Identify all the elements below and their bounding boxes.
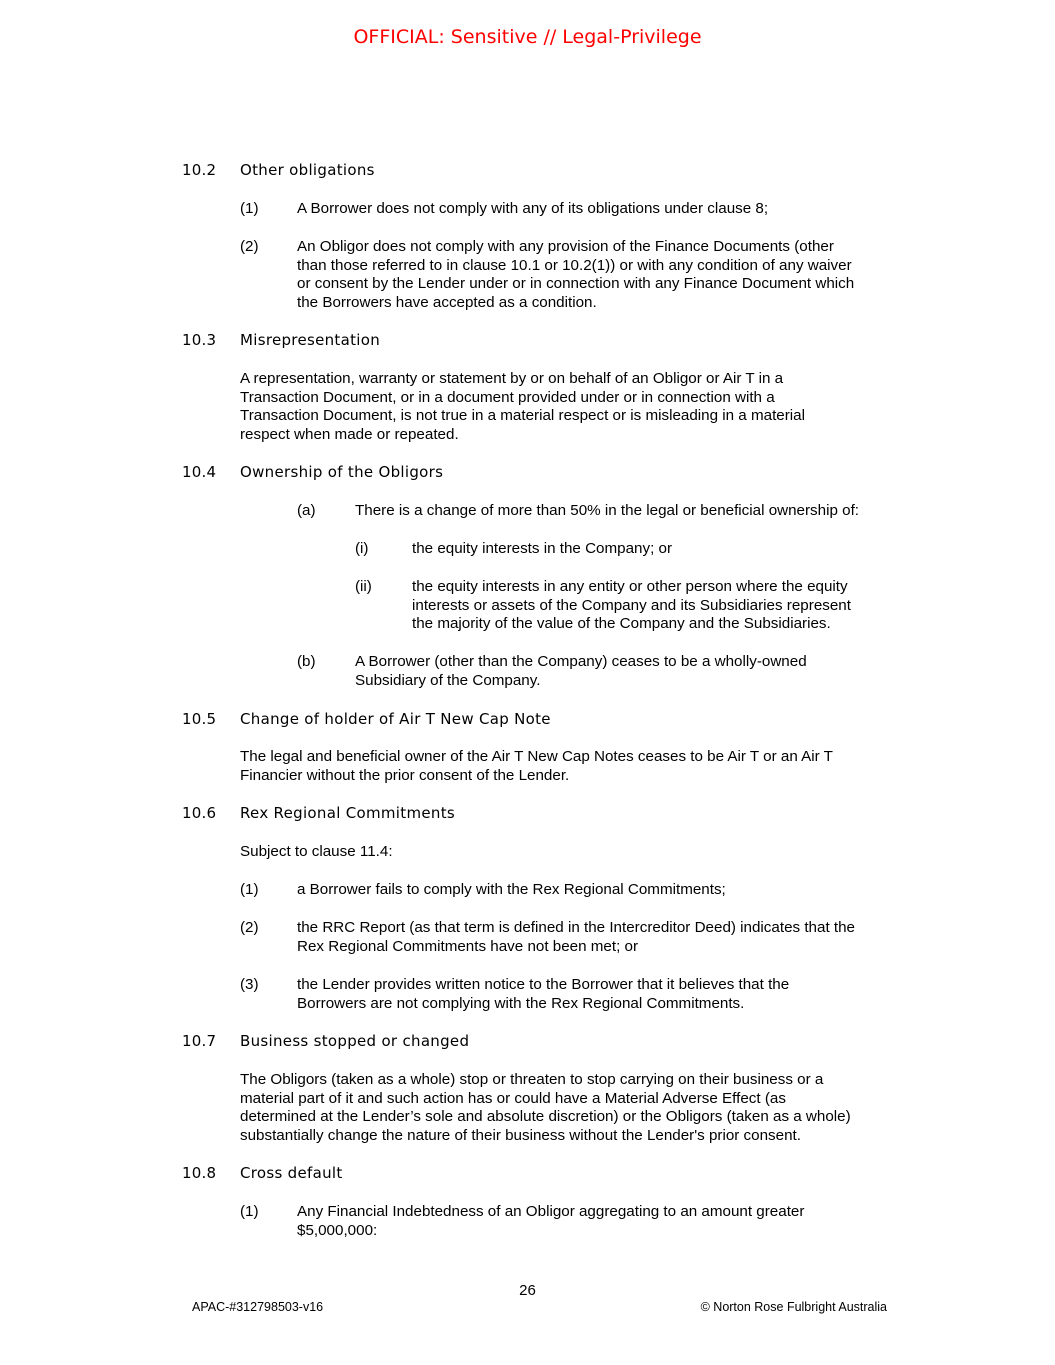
item-text: the Lender provides written notice to the Borrower that it believes that the Borrowers are not complying with the Rex Regional Commitments. xyxy=(297,976,790,1012)
subitem-text: the equity interests in the Company; or xyxy=(412,540,673,557)
item-text: There is a change of more than 50% in the legal or beneficial ownership of: xyxy=(355,502,860,519)
classification-banner: OFFICIAL: Sensitive // Legal-Privilege xyxy=(353,26,702,48)
item-text: An Obligor does not comply with any provision of the Finance Documents (other than those referred to in clause 10.1 or 10.2(1)) or with any condition of any waiver or consent by the Lender under or in connection with any Finance Document which the Borrowers have accepted as a condition. xyxy=(297,238,855,311)
section-title: Change of holder of Air T New Cap Note xyxy=(240,710,551,728)
item-label: (2) xyxy=(240,238,259,255)
section-title: Business stopped or changed xyxy=(240,1032,470,1050)
copyright-notice: © Norton Rose Fulbright Australia xyxy=(700,1300,887,1314)
item-label: (1) xyxy=(240,200,259,217)
item-label: (3) xyxy=(240,976,259,993)
item-text: Any Financial Indebtedness of an Obligor aggregating to an amount greater $5,000,000: xyxy=(297,1203,805,1239)
section-number: 10.6 xyxy=(182,804,217,822)
item-text: a Borrower fails to comply with the Rex Regional Commitments; xyxy=(297,881,726,898)
section-number: 10.2 xyxy=(182,161,217,179)
section-number: 10.5 xyxy=(182,710,217,728)
document-id: APAC-#312798503-v16 xyxy=(192,1300,324,1314)
page-number: 26 xyxy=(519,1282,536,1299)
section-number: 10.8 xyxy=(182,1164,217,1182)
subitem-label: (i) xyxy=(355,540,369,557)
item-text: A Borrower (other than the Company) ceases to be a wholly-owned Subsidiary of the Company. xyxy=(355,653,807,689)
section-intro: Subject to clause 11.4: xyxy=(240,843,393,860)
subitem-text: the equity interests in any entity or other person where the equity interests or assets of the Company and its Subsidiaries represent the majority of the value of the Company and the Subsidiaries. xyxy=(412,578,851,633)
item-label: (a) xyxy=(297,502,316,519)
item-text: A Borrower does not comply with any of its obligations under clause 8; xyxy=(297,200,769,217)
section-number: 10.3 xyxy=(182,331,217,349)
section-title: Other obligations xyxy=(240,161,375,179)
item-label: (1) xyxy=(240,881,259,898)
section-title: Rex Regional Commitments xyxy=(240,804,456,822)
section-paragraph: The Obligors (taken as a whole) stop or threaten to stop carrying on their business or a material part of it and such action has or could have a Material Adverse Effect (as determined at the Lender’s sole and absolute discretion) or the Obligors (taken as a whole) substantially change the nature of their business without the Lender's prior consent. xyxy=(240,1071,851,1144)
section-title: Misrepresentation xyxy=(240,331,381,349)
item-text: the RRC Report (as that term is defined in the Intercreditor Deed) indicates that the Rex Regional Commitments have not been met; or xyxy=(297,919,855,955)
section-number: 10.4 xyxy=(182,463,217,481)
section-paragraph: A representation, warranty or statement by or on behalf of an Obligor or Air T in a Transaction Document, or in a document provided under or in connection with a Transaction Document, is not true in a material respect or is misleading in a material respect when made or repeated. xyxy=(240,370,805,443)
section-title: Ownership of the Obligors xyxy=(240,463,444,481)
section-number: 10.7 xyxy=(182,1032,217,1050)
item-label: (2) xyxy=(240,919,259,936)
section-title: Cross default xyxy=(240,1164,343,1182)
item-label: (b) xyxy=(297,653,316,670)
subitem-label: (ii) xyxy=(355,578,372,595)
section-paragraph: The legal and beneficial owner of the Air T New Cap Notes ceases to be Air T or an Air T Financier without the prior consent of the Lender. xyxy=(240,748,833,784)
item-label: (1) xyxy=(240,1203,259,1220)
